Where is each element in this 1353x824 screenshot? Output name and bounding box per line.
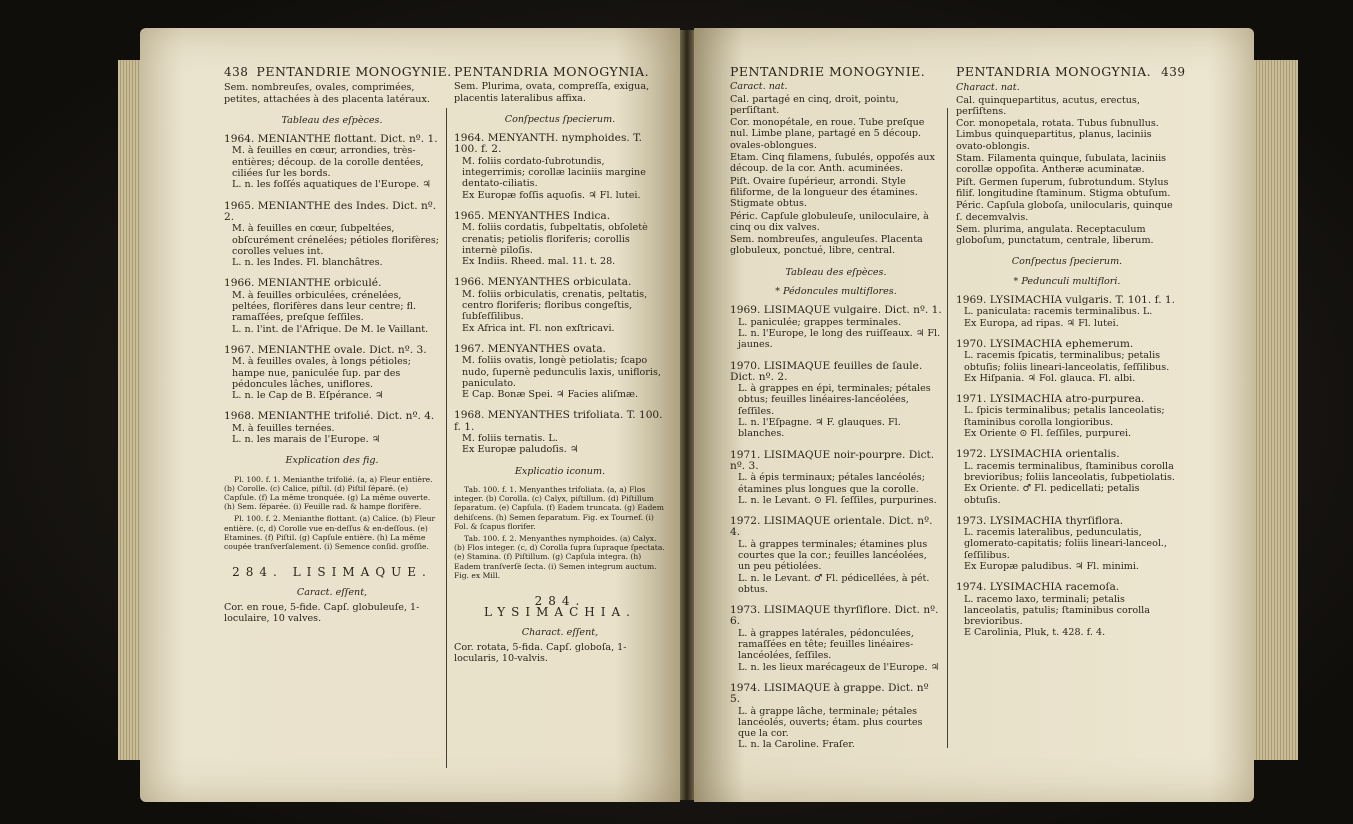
column-divider	[446, 108, 447, 768]
corolla-description: Cor. rotata, 5-fida. Capſ. globoſa, 1-locularis, 10-valvis.	[454, 641, 627, 665]
gutter	[680, 30, 694, 800]
species-description: L. racemis terminalibus, ſtaminibus corolla brevioribus; foliis lanceolatis, ſubpetiolatis.	[964, 460, 1175, 483]
right-column-french	[730, 66, 942, 761]
species-description: L. à grappes terminales; étamines plus courtes que la cor.; feuilles lancéolées, un peu pétiolées.	[738, 538, 928, 573]
right-page-edges	[1254, 60, 1298, 760]
explanation-title: Explicatio iconum.	[514, 465, 606, 477]
species-habitat: Ex Europæ foſſis aquoſis. ♃ Fl. lutei.	[462, 189, 641, 201]
species-entry	[224, 411, 440, 445]
character-line: Piſt. Ovaire ſupérieur, arrondi. Style filiforme, de la longueur des étamines. Stigmate obtus.	[730, 175, 918, 210]
species-title: 1969. LYSIMACHIA vulgaris. T. 101. f. 1.	[956, 294, 1176, 307]
species-entry	[730, 605, 942, 673]
header-title: PENTANDRIA MONOGYNIA.	[956, 64, 1152, 79]
species-description: L. à grappes latérales, pédonculées, ramaſſées en tête; feuilles linéaires-lancéolées, ſeſſiles.	[738, 627, 914, 662]
species-habitat: L. n. le Levant. ⊙ Fl. ſeſſiles, purpurines.	[738, 494, 937, 506]
species-description: M. foliis cordatis, ſubpeltatis, obſoletè crenatis; petiolis floriferis; corollis internè piloſis.	[462, 222, 648, 256]
character-line: Etam. Cinq filamens, ſubulés, oppoſés aux découp. de la cor. Anth. acuminées.	[730, 152, 935, 175]
species-title: 1971. LYSIMACHIA atro-purpurea.	[956, 393, 1145, 406]
column-divider	[947, 108, 948, 748]
species-entry	[224, 278, 440, 334]
explanation-paragraph: Tab. 100. f. 1. Menyanthes trifoliata. (a, a) Flos integer. (b) Corolla. (c) Calyx, piſtillum. (d) Piſtillum ſeparatum. (e) Capſula. (f) Eadem truncata. (g) Eadem dehiſcens. (h) Semen ſeparatum. Fig. ex Tournef. (i) Fol. & ſcapus florifer.	[454, 484, 665, 531]
species-description: M. foliis cordato-ſubrotundis, integerrimis; corollæ laciniis margine dentato-ciliatis.	[462, 155, 646, 190]
running-header	[224, 64, 452, 79]
species-entry	[956, 516, 1178, 572]
running-header	[730, 66, 942, 77]
species-title: 1974. LYSIMACHIA racemoſa.	[956, 581, 1120, 594]
species-entry	[224, 201, 440, 269]
species-description: M. foliis ternatis. L.	[462, 433, 558, 445]
species-habitat: L. n. l'Eſpagne. ♃ F. glauques. Fl. blanches.	[738, 417, 901, 440]
species-description: L. paniculée; grappes terminales.	[738, 316, 902, 328]
species-entry	[730, 305, 942, 350]
left-page-edges	[118, 60, 140, 760]
corolla-description: Cor. en roue, 5-fide. Capſ. globuleuſe, 1-loculaire, 10 valves.	[224, 601, 420, 625]
species-habitat: Ex Africa int. Fl. non exſtricavi.	[462, 322, 615, 334]
species-entry	[956, 339, 1178, 384]
species-title: 1969. LISIMAQUE vulgaire. Dict. nº. 1.	[730, 304, 942, 317]
explanation-paragraph: Pl. 100. f. 2. Menianthe flottant. (a) Calice. (b) Fleur entière. (c, d) Corolle vue en-deſſus & en-deſſous. (e) Etamines. (f) Piſtil. (g) Capſule entière. (h) La même coupée tranſverſalement. (i) Semence conſid. groſſie.	[224, 514, 436, 552]
species-habitat: E Cap. Bonæ Spei. ♃ Facies aliſmæ.	[462, 389, 639, 401]
species-description: M. à feuilles en cœur, arrondies, très-entières; découp. de la corolle dentées, ciliées ſur les bords.	[232, 145, 424, 180]
running-header	[956, 64, 1186, 79]
right-column-latin	[956, 64, 1186, 649]
species-habitat: Ex Europa, ad ripas. ♃ Fl. lutei.	[964, 317, 1119, 329]
species-title: 1966. MENYANTHES orbiculata.	[454, 276, 632, 289]
genus-heading: 284. LYSIMACHIA.	[484, 593, 636, 620]
species-entry	[454, 410, 666, 455]
charact-heading: Charact. eſſent,	[521, 626, 599, 638]
species-title: 1967. MENIANTHE ovale. Dict. nº. 3.	[224, 343, 427, 356]
subsection-title: * Pedunculi multiflori.	[1013, 275, 1121, 287]
species-title: 1973. LISIMAQUE thyrſiflore. Dict. nº. 6.	[730, 604, 939, 628]
running-header	[454, 66, 666, 77]
character-line: Cor. monopétale, en roue. Tube preſque nul. Limbe plane, partagé en 5 découp. ovales-oblongues.	[730, 117, 925, 151]
species-description: M. à feuilles orbiculées, crénelées, peltées, florifères dans leur centre; fl. ramaſſées, preſque ſeſſiles.	[232, 289, 417, 324]
species-entry	[454, 277, 666, 333]
species-habitat: L. n. les lieux marécageux de l'Europe. ♃	[738, 661, 940, 673]
right-page	[694, 28, 1254, 802]
species-habitat: Ex Europæ paludoſis. ♃	[462, 444, 579, 456]
table-title: Tableau des eſpèces.	[785, 266, 887, 278]
species-description: M. à feuilles ovales, à longs pétioles; hampe nue, paniculée ſup. par des pédoncules lâches, uniflores.	[232, 356, 411, 390]
species-entry	[224, 345, 440, 401]
header-title: PENTANDRIA MONOGYNIA.	[454, 64, 650, 79]
species-habitat: Ex Oriente. ♂ Fl. pedicellati; petalis obtuſis.	[964, 483, 1140, 506]
table-title: Tableau des eſpèces.	[281, 114, 383, 126]
species-habitat: L. n. les Indes. Fl. blanchâtres.	[232, 257, 383, 269]
species-title: 1971. LISIMAQUE noir-pourpre. Dict. nº. 3.	[730, 448, 935, 472]
species-title: 1968. MENIANTHE trifolié. Dict. nº. 4.	[224, 410, 435, 423]
character-line: Stam. Filamenta quinque, ſubulata, laciniis corollæ oppoſita. Antheræ acuminatæ.	[956, 153, 1167, 176]
species-entry	[956, 295, 1178, 329]
species-description: M. à feuilles en cœur, ſubpeltées, obſcurément crénelées; pétioles florifères; corolles velues int.	[232, 223, 439, 257]
species-title: 1973. LYSIMACHIA thyrſiflora.	[956, 514, 1124, 527]
species-title: 1965. MENIANTHE des Indes. Dict. nº. 2.	[224, 199, 437, 223]
intro-text: Sem. nombreuſes, ovales, comprimées, petites, attachées à des placenta latéraux.	[224, 82, 430, 105]
species-title: 1972. LISIMAQUE orientale. Dict. nº. 4.	[730, 515, 933, 539]
species-entry	[956, 394, 1178, 439]
left-column-french	[224, 64, 452, 625]
header-title: PENTANDRIE MONOGYNIE.	[730, 64, 926, 79]
character-line: Sem. plurima, angulata. Receptaculum globoſum, punctatum, centrale, liberum.	[956, 223, 1154, 247]
genus-heading: 284. LISIMAQUE.	[232, 565, 432, 580]
explanation-paragraph: Tab. 100. f. 2. Menyanthes nymphoides. (a) Calyx. (b) Flos integer. (c, d) Corolla ſupra ſupraque ſpectata. (e) Stamina. (f) Piſtillum. (g) Capſula integra. (h) Eadem tranſverſè ſecta. (i) Semen integrum auctum. Fig. ex Mill.	[454, 533, 665, 580]
species-entry	[730, 450, 942, 506]
character-line: Cor. monopetala, rotata. Tubus ſubnullus. Limbus quinquepartitus, planus, laciniis ovato-oblongis.	[956, 118, 1159, 152]
species-habitat: L. n. le Cap de B. Eſpérance. ♃	[232, 390, 384, 402]
species-entry	[956, 582, 1178, 638]
species-entry	[454, 133, 666, 201]
species-habitat: L. n. les marais de l'Europe. ♃	[232, 434, 381, 446]
species-habitat: L. n. la Caroline. Fraſer.	[738, 739, 855, 751]
species-entry	[454, 211, 666, 267]
species-title: 1965. MENYANTHES Indica.	[454, 209, 611, 222]
species-habitat: L. n. l'int. de l'Afrique. De M. le Vaillant.	[232, 323, 429, 335]
species-entry	[454, 344, 666, 400]
subsection-title: * Pédoncules multiflores.	[775, 286, 897, 298]
species-habitat: Ex Indiis. Rheed. mal. 11. t. 28.	[462, 256, 616, 268]
species-description: M. foliis ovatis, longè petiolatis; ſcapo nudo, ſupernè pedunculis laxis, unifloris, paniculato.	[462, 355, 661, 389]
page-number: 439	[1161, 65, 1186, 79]
explanation-title: Explication des fig.	[285, 455, 379, 467]
species-title: 1970. LYSIMACHIA ephemerum.	[956, 337, 1134, 350]
species-entry	[224, 134, 440, 190]
explanation-paragraph: Pl. 100. f. 1. Menianthe trifolié. (a, a) Fleur entière. (b) Corolle. (c) Calice, piſtil. (d) Piſtil ſéparé. (e) Capſule. (f) La même tronquée. (g) La même ouverte. (h) Sem. ſéparée. (i) Feuille rad. & hampe florifère.	[224, 474, 433, 512]
charact-heading: Charact. nat.	[956, 82, 1020, 94]
species-title: 1972. LYSIMACHIA orientalis.	[956, 448, 1120, 461]
species-habitat: E Carolinia, Pluk, t. 428. f. 4.	[964, 627, 1106, 639]
charact-heading: Caract. nat.	[730, 81, 788, 93]
species-habitat: Ex Hiſpania. ♃ Fol. glauca. Fl. albi.	[964, 372, 1136, 384]
species-title: 1966. MENIANTHE orbiculé.	[224, 277, 382, 290]
charact-heading: Caract. eſſent,	[296, 586, 368, 598]
character-line: Péric. Capſula globoſa, unilocularis, quinque ſ. decemvalvis.	[956, 200, 1173, 223]
species-title: 1970. LISIMAQUE feuilles de ſaule. Dict. nº. 2.	[730, 359, 923, 383]
species-description: M. à feuilles ternées.	[232, 422, 335, 434]
species-description: L. à grappe lâche, terminale; pétales lancéolés, ouverts; étam. plus courtes que la cor.	[738, 705, 923, 740]
species-description: L. racemis ſpicatis, terminalibus; petalis obtuſis; foliis lineari-lanceolatis, ſeſſilibus.	[964, 350, 1170, 373]
species-entry	[956, 449, 1178, 505]
species-entry	[730, 683, 942, 751]
species-title: 1967. MENYANTHES ovata.	[454, 342, 606, 355]
species-habitat: L. n. le Levant. ♂ Fl. pédicellées, à pét. obtus.	[738, 572, 930, 595]
species-title: 1974. LISIMAQUE à grappe. Dict. nº 5.	[730, 681, 929, 706]
species-title: 1964. MENIANTHE flottant. Dict. nº. 1.	[224, 133, 438, 146]
species-habitat: L. n. les foſſés aquatiques de l'Europe. ♃	[232, 179, 431, 191]
character-line: Cal. quinquepartitus, acutus, erectus, perſiſtens.	[956, 94, 1140, 117]
header-title: PENTANDRIE MONOGYNIE.	[256, 64, 452, 79]
species-description: L. ſpicis terminalibus; petalis lanceolatis; ſtaminibus corolla longioribus.	[964, 405, 1165, 428]
character-line: Péric. Capſule globuleuſe, uniloculaire, à cinq ou dix valves.	[730, 210, 929, 233]
species-description: L. racemo laxo, terminali; petalis lanceolatis, patulis; ſtaminibus corolla brevioribus.	[964, 593, 1150, 628]
character-line: Sem. nombreuſes, anguleuſes. Placenta globuleux, ponctué, libre, central.	[730, 234, 923, 257]
species-description: L. racemis lateralibus, pedunculatis, glomerato-capitatis; foliis lineari-lanceol., ſeſſilibus.	[964, 527, 1168, 561]
intro-text: Sem. Plurima, ovata, compreſſa, exigua, placentis lateralibus affixa.	[454, 81, 650, 104]
species-habitat: Ex Oriente ⊙ Fl. ſeſſiles, purpurei.	[964, 428, 1132, 440]
left-column-latin	[454, 66, 666, 665]
species-habitat: L. n. l'Europe, le long des ruiſſeaux. ♃ Fl. jaunes.	[738, 327, 941, 351]
character-line: Piſt. Germen ſuperum, ſubrotundum. Stylus filif. longitudine ſtaminum. Stigma obtuſum.	[956, 176, 1171, 199]
species-habitat: Ex Europæ paludibus. ♃ Fl. minimi.	[964, 560, 1139, 572]
species-title: 1968. MENYANTHES trifoliata. T. 100. f. 1.	[454, 409, 663, 433]
species-entry	[730, 516, 942, 595]
species-description: L. paniculata: racemis terminalibus. L.	[964, 306, 1153, 318]
left-page	[140, 28, 680, 802]
species-description: L. à grappes en épi, terminales; pétales obtus; feuilles linéaires-lancéolées, ſeſſiles.	[738, 383, 931, 417]
character-line: Cal. partagé en cinq, droit, pointu, perſiſtant.	[730, 93, 899, 116]
table-title: Conſpectus ſpecierum.	[504, 113, 616, 125]
species-description: M. foliis orbiculatis, crenatis, peltatis, centro floriferis; floribus congeſtis, ſubſeſſilibus.	[462, 288, 648, 323]
page-number: 438	[224, 65, 249, 79]
species-entry	[730, 361, 942, 440]
species-description: L. à épis terminaux; pétales lancéolés; étamines plus longues que la corolle.	[738, 472, 925, 495]
table-title: Conſpectus ſpecierum.	[1011, 256, 1123, 268]
species-title: 1964. MENYANTH. nymphoides. T. 100. f. 2.	[454, 132, 642, 156]
